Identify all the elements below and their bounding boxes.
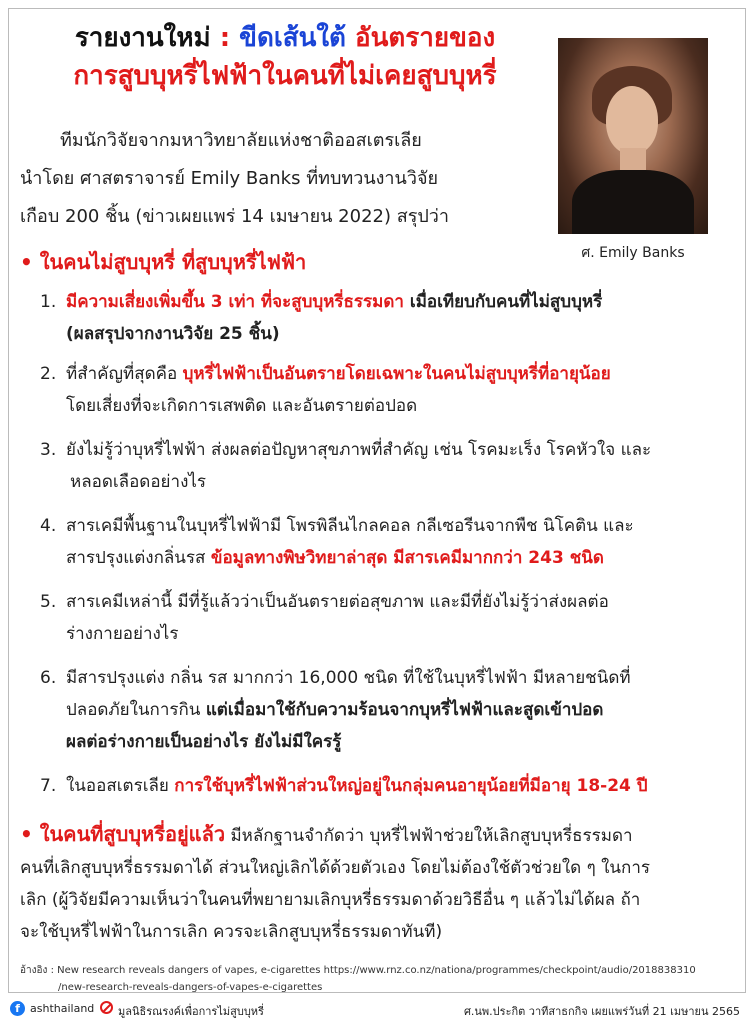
item-number: 2. <box>40 364 57 384</box>
item-number: 5. <box>40 592 57 612</box>
item-text: เมื่อเทียบกับคนที่ไม่สูบบุหรี่ <box>403 292 603 312</box>
list-item <box>40 434 740 510</box>
section-text: คนที่เลิกสูบบุหรี่ธรรมดาได้ ส่วนใหญ่เลิกได้ด้วยตัวเอง โดยไม่ต้องใช้ตัวช่วยใด ๆ ในการ <box>20 858 651 878</box>
intro-line: นำโดย ศาสตราจารย์ Emily Banks ที่ทบทวนงานวิจัย <box>20 168 439 189</box>
title-part-underline: ขีดเส้นใต้ <box>239 23 346 53</box>
list-item <box>40 358 740 434</box>
item-highlight: มีความเสี่ยงเพิ่มขึ้น 3 เท่า ที่จะสูบบุหรี่ธรรมดา <box>66 292 404 312</box>
author-credit: ศ.นพ.ประกิต วาทีสาธกกิจ เผยแพร่วันที่ 21 เมษายน 2565 <box>463 1005 740 1018</box>
item-text: โดยเสี่ยงที่จะเกิดการเสพติด และอันตรายต่อปอด <box>66 396 418 416</box>
item-text: มีสารปรุงแต่ง กลิ่น รส มากกว่า 16,000 ชนิด ที่ใช้ในบุหรี่ไฟฟ้า มีหลายชนิดที่ <box>66 668 631 688</box>
item-text: สารปรุงแต่งกลิ่นรส <box>66 548 211 568</box>
facebook-icon: f <box>10 1001 25 1016</box>
reference-line: /new-research-reveals-dangers-of-vapes-e-cigarettes <box>58 982 323 993</box>
item-text: ในออสเตรเลีย <box>66 776 175 796</box>
title-part-danger: อันตรายของ <box>345 23 496 53</box>
intro-line: ทีมนักวิจัยจากมหาวิทยาลัยแห่งชาติออสเตรเลีย <box>60 130 422 151</box>
section-text: จะใช้บุหรี่ไฟฟ้าในการเลิก ควรจะเลิกสูบบุหรี่ธรรมดาทันที) <box>20 922 443 942</box>
list-item <box>40 286 740 350</box>
item-emphasis: ผลต่อร่างกายเป็นอย่างไร ยังไม่มีใครรู้ <box>66 732 342 752</box>
list-item <box>40 510 740 586</box>
item-number: 4. <box>40 516 57 536</box>
item-number: 6. <box>40 668 57 688</box>
title-part-report: รายงานใหม่ <box>74 23 211 53</box>
item-text: หลอดเลือดอย่างไร <box>70 472 207 492</box>
item-number: 3. <box>40 440 57 460</box>
footer <box>0 998 754 1022</box>
item-text: ที่สำคัญที่สุดคือ <box>66 364 183 384</box>
item-text: ปลอดภัยในการกิน <box>66 700 206 720</box>
item-highlight: ข้อมูลทางพิษวิทยาล่าสุด มีสารเคมีมากกว่า 243 ชนิด <box>210 548 604 568</box>
reference <box>20 962 740 996</box>
section-heading-smokers: • ในคนที่สูบบุหรี่อยู่แล้ว <box>20 822 226 846</box>
section-text: มีหลักฐานจำกัดว่า บุหรี่ไฟฟ้าช่วยให้เลิกสูบบุหรี่ธรรมดา <box>225 826 633 846</box>
professor-photo <box>558 38 708 234</box>
item-text: สารเคมีพื้นฐานในบุหรี่ไฟฟ้ามี โพรพิลีนไกลคอล กลีเซอรีนจากพืช นิโคติน และ <box>66 516 634 536</box>
title-colon: : <box>210 23 240 53</box>
list-item <box>40 586 740 662</box>
item-highlight: บุหรี่ไฟฟ้าเป็นอันตรายโดยเฉพาะในคนไม่สูบบุหรี่ที่อายุน้อย <box>182 364 611 384</box>
item-number: 7. <box>40 776 57 796</box>
photo-caption: ศ. Emily Banks <box>581 245 685 261</box>
intro-line: เกือบ 200 ชิ้น (ข่าวเผยแพร่ 14 เมษายน 2022) สรุปว่า <box>20 206 450 227</box>
reference-line: อ้างอิง : New research reveals dangers of vapes, e-cigarettes https://www.rnz.co.nz/nationa/programmes/checkpoint/audio/2018838310 <box>20 965 696 976</box>
item-emphasis: แต่เมื่อมาใช้กับความร้อนจากบุหรี่ไฟฟ้าและสูดเข้าปอด <box>205 700 604 720</box>
item-text: สารเคมีเหล่านี้ มีที่รู้แล้วว่าเป็นอันตรายต่อสุขภาพ และมีที่ยังไม่รู้ว่าส่งผลต่อ <box>66 592 609 612</box>
facebook-handle[interactable]: ashthailand <box>30 1002 95 1015</box>
no-smoking-icon <box>100 1001 113 1014</box>
list-item <box>40 770 740 806</box>
section-heading-nonsmokers: • ในคนไม่สูบบุหรี่ ที่สูบบุหรี่ไฟฟ้า <box>20 250 307 274</box>
foundation-name: มูลนิธิรณรงค์เพื่อการไม่สูบบุหรี่ <box>118 1005 264 1018</box>
item-number: 1. <box>40 292 57 312</box>
item-highlight: การใช้บุหรี่ไฟฟ้าส่วนใหญ่อยู่ในกลุ่มคนอายุน้อยที่มีอายุ 18-24 ปี <box>174 776 648 796</box>
title-line-1 <box>20 20 550 56</box>
item-text: (ผลสรุปจากงานวิจัย 25 ชิ้น) <box>66 324 280 344</box>
list-item <box>40 662 740 766</box>
item-text: ยังไม่รู้ว่าบุหรี่ไฟฟ้า ส่งผลต่อปัญหาสุขภาพที่สำคัญ เช่น โรคมะเร็ง โรคหัวใจ และ <box>66 440 652 460</box>
item-text: ร่างกายอย่างไร <box>66 624 179 644</box>
section-smokers <box>20 818 735 948</box>
section-text: เลิก (ผู้วิจัยมีความเห็นว่าในคนที่พยายามเลิกบุหรี่ธรรมดาด้วยวิธีอื่น ๆ แล้วไม่ได้ผล ถ้า <box>20 890 641 910</box>
title-line-2: การสูบบุหรี่ไฟฟ้าในคนที่ไม่เคยสูบบุหรี่ <box>73 61 497 91</box>
intro-paragraph <box>20 122 548 236</box>
findings-list <box>40 286 740 806</box>
